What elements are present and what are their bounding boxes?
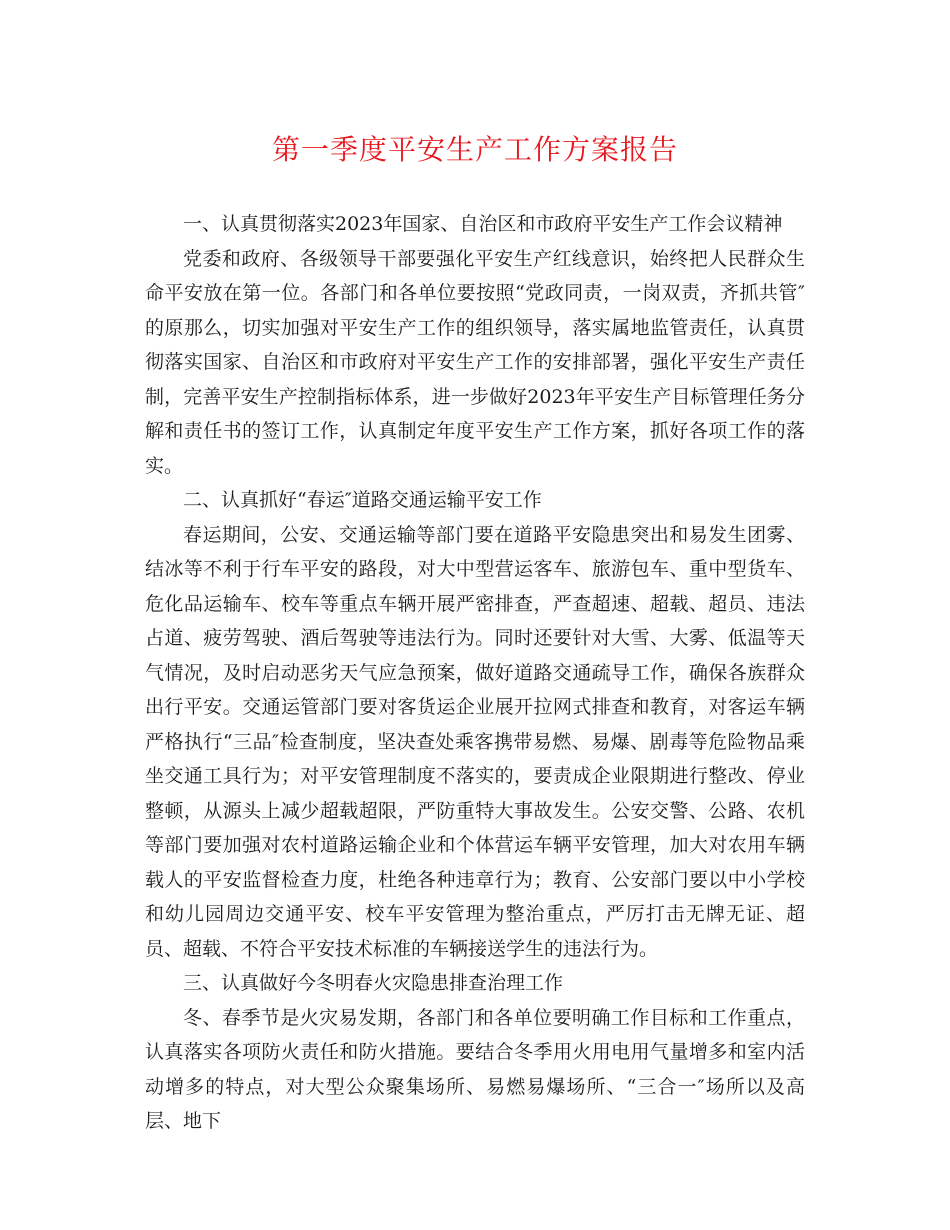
section-heading-3: 三、认真做好今冬明春火灾隐患排查治理工作 bbox=[183, 972, 564, 994]
paragraph-1: 党委和政府、各级领导干部要强化平安生产红线意识，始终把人民群众生命平安放在第一位。各部门和各单位要按照“党政同责，一岗双责，齐抓共管″的原那么，切实加强对平安生产工作的组织领导，落实属地监管责任，认真贯彻落实国家、自治区和市政府对平安生产工作的安排部署，强化平安生产责任制，完善平安生产控制指标体系，进一步做好2023年平安生产目标管理任务分解和责任书的签订工作，认真制定年度平安生产工作方案，抓好各项工作的落实。 bbox=[145, 247, 805, 477]
paragraph-2: 春运期间，公安、交通运输等部门要在道路平安隐患突出和易发生团雾、结冰等不利于行车平安的路段，对大中型营运客车、旅游包车、重中型货车、危化品运输车、校车等重点车辆开展严密排查，严查超速、超载、超员、违法占道、疲劳驾驶、酒后驾驶等违法行为。同时还要针对大雪、大雾、低温等天气情况，及时启动恶劣天气应急预案，做好道路交通疏导工作，确保各族群众出行平安。交通运管部门要对客货运企业展开拉网式排查和教育，对客运车辆严格执行“三品″检查制度，坚决查处乘客携带易燃、易爆、剧毒等危险物品乘坐交通工具行为；对平安管理制度不落实的，要责成企业限期进行整改、停业整顿，从源头上减少超载超限，严防重特大事故发生。公安交警、公路、农机等部门要加强对农村道路运输企业和个体营运车辆平安管理，加大对农用车辆载人的平安监督检查力度，杜绝各种违章行为；教育、公安部门要以中小学校和幼儿园周边交通平安、校车平安管理为整治重点，严厉打击无牌无证、超员、超载、不符合平安技术标准的车辆接送学生的违法行为。 bbox=[145, 523, 805, 960]
paragraph-3: 冬、春季节是火灾易发期，各部门和各单位要明确工作目标和工作重点，认真落实各项防火责任和防火措施。要结合冬季用火用电用气量增多和室内活动增多的特点，对大型公众聚集场所、易燃易爆场所、“三合一″场所以及高层、地下 bbox=[145, 1006, 805, 1132]
section-heading-1: 一、认真贯彻落实2023年国家、自治区和市政府平安生产工作会议精神 bbox=[183, 213, 783, 235]
document-body bbox=[145, 207, 805, 1139]
document-title: 第一季度平安生产工作方案报告 bbox=[271, 133, 678, 166]
section-heading-2: 二、认真抓好“春运″道路交通运输平安工作 bbox=[183, 489, 542, 511]
